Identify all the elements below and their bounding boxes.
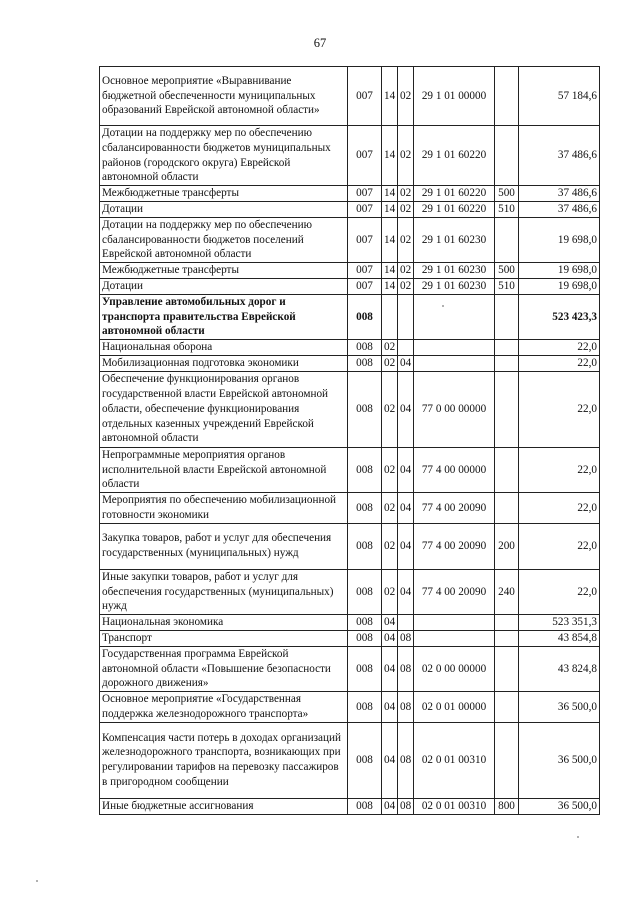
expense-type-code: 500	[495, 263, 519, 279]
ministry-code: 008	[348, 646, 382, 691]
subsection-code: 08	[398, 630, 414, 646]
row-name: Мобилизационная подготовка экономики	[100, 355, 348, 371]
ministry-code: 008	[348, 371, 382, 447]
row-name: Непрограммные мероприятия органов исполнительной власти Еврейской автономной области	[100, 447, 348, 492]
ministry-code: 008	[348, 692, 382, 723]
amount: 37 486,6	[519, 186, 600, 202]
section-code: 02	[382, 523, 398, 569]
section-code: 04	[382, 630, 398, 646]
target-article-code: 77 4 00 20090	[414, 493, 495, 524]
table-row	[100, 493, 600, 524]
section-code: 04	[382, 646, 398, 691]
row-name: Межбюджетные трансферты	[100, 186, 348, 202]
subsection-code: 04	[398, 569, 414, 614]
expense-type-code	[495, 67, 519, 126]
amount: 37 486,6	[519, 126, 600, 186]
subsection-code: 04	[398, 371, 414, 447]
target-article-code	[414, 355, 495, 371]
expense-type-code	[495, 371, 519, 447]
table-row	[100, 447, 600, 492]
ministry-code: 007	[348, 217, 382, 262]
target-article-code: 29 1 01 60220	[414, 186, 495, 202]
amount: 43 854,8	[519, 630, 600, 646]
ministry-code: 008	[348, 523, 382, 569]
expense-type-code: 510	[495, 201, 519, 217]
table-row	[100, 67, 600, 126]
section-code: 02	[382, 340, 398, 356]
table-row	[100, 186, 600, 202]
row-name: Основное мероприятие «Государственная поддержка железнодорожного транспорта»	[100, 692, 348, 723]
ministry-code: 008	[348, 630, 382, 646]
row-name: Дотации	[100, 201, 348, 217]
ministry-code: 008	[348, 294, 382, 339]
row-name: Компенсация части потерь в доходах организаций железнодорожного транспорта, возникающих при регулировании тарифов на перевозку пассажиров в пригородном сообщении	[100, 722, 348, 798]
row-name: Управление автомобильных дорог и транспорта правительства Еврейской автономной области	[100, 294, 348, 339]
target-article-code: 77 4 00 00000	[414, 447, 495, 492]
expense-type-code	[495, 340, 519, 356]
expense-type-code	[495, 126, 519, 186]
target-article-code: 29 1 01 00000	[414, 67, 495, 126]
ministry-code: 008	[348, 798, 382, 814]
section-code: 02	[382, 493, 398, 524]
section-code: 02	[382, 447, 398, 492]
section-code: 14	[382, 67, 398, 126]
expense-type-code	[495, 217, 519, 262]
table-row	[100, 278, 600, 294]
scan-speck	[442, 305, 444, 307]
amount: 22,0	[519, 569, 600, 614]
expense-type-code: 510	[495, 278, 519, 294]
subsection-code: 02	[398, 126, 414, 186]
expense-type-code	[495, 355, 519, 371]
target-article-code: 77 4 00 20090	[414, 523, 495, 569]
table-row	[100, 294, 600, 339]
amount: 36 500,0	[519, 798, 600, 814]
target-article-code: 29 1 01 60230	[414, 278, 495, 294]
ministry-code: 007	[348, 126, 382, 186]
target-article-code: 29 1 01 60220	[414, 126, 495, 186]
expense-type-code: 240	[495, 569, 519, 614]
target-article-code: 29 1 01 60230	[414, 217, 495, 262]
amount: 22,0	[519, 493, 600, 524]
subsection-code: 08	[398, 646, 414, 691]
section-code: 04	[382, 692, 398, 723]
section-code: 14	[382, 126, 398, 186]
table-row	[100, 630, 600, 646]
expense-type-code	[495, 447, 519, 492]
ministry-code: 008	[348, 447, 382, 492]
section-code: 14	[382, 217, 398, 262]
amount: 22,0	[519, 355, 600, 371]
subsection-code	[398, 615, 414, 631]
amount: 43 824,8	[519, 646, 600, 691]
expense-type-code	[495, 722, 519, 798]
expense-type-code	[495, 692, 519, 723]
target-article-code	[414, 630, 495, 646]
section-code: 04	[382, 798, 398, 814]
table-row	[100, 126, 600, 186]
amount: 36 500,0	[519, 722, 600, 798]
amount: 22,0	[519, 371, 600, 447]
subsection-code: 02	[398, 67, 414, 126]
amount: 22,0	[519, 523, 600, 569]
section-code: 14	[382, 186, 398, 202]
ministry-code: 007	[348, 263, 382, 279]
expense-type-code: 800	[495, 798, 519, 814]
page-number: 67	[313, 36, 327, 50]
expense-type-code: 200	[495, 523, 519, 569]
section-code: 04	[382, 615, 398, 631]
row-name: Национальная экономика	[100, 615, 348, 631]
section-code: 02	[382, 371, 398, 447]
table-row	[100, 355, 600, 371]
row-name: Транспорт	[100, 630, 348, 646]
amount: 19 698,0	[519, 278, 600, 294]
expense-type-code	[495, 646, 519, 691]
subsection-code: 08	[398, 722, 414, 798]
row-name: Дотации на поддержку мер по обеспечению сбалансированности бюджетов муниципальных районов (городского округа) Еврейской автономной области	[100, 126, 348, 186]
table-row	[100, 201, 600, 217]
scan-speck	[577, 836, 579, 838]
row-name: Основное мероприятие «Выравнивание бюджетной обеспеченности муниципальных образований Еврейской автономной области»	[100, 67, 348, 126]
expense-type-code	[495, 615, 519, 631]
row-name: Иные бюджетные ассигнования	[100, 798, 348, 814]
expense-type-code: 500	[495, 186, 519, 202]
ministry-code: 008	[348, 355, 382, 371]
ministry-code: 007	[348, 201, 382, 217]
table-row	[100, 722, 600, 798]
table-row	[100, 692, 600, 723]
target-article-code	[414, 294, 495, 339]
ministry-code: 007	[348, 186, 382, 202]
subsection-code: 08	[398, 692, 414, 723]
subsection-code: 02	[398, 201, 414, 217]
section-code: 02	[382, 569, 398, 614]
target-article-code: 02 0 01 00000	[414, 692, 495, 723]
row-name: Мероприятия по обеспечению мобилизационной готовности экономики	[100, 493, 348, 524]
subsection-code: 04	[398, 523, 414, 569]
expense-type-code	[495, 630, 519, 646]
row-name: Обеспечение функционирования органов государственной власти Еврейской автономной области, обеспечение функционирования отдельных казенных учреждений Еврейской автономной области	[100, 371, 348, 447]
table-row	[100, 340, 600, 356]
scan-speck	[36, 880, 38, 882]
target-article-code: 29 1 01 60220	[414, 201, 495, 217]
subsection-code: 04	[398, 493, 414, 524]
ministry-code: 008	[348, 569, 382, 614]
table-row	[100, 615, 600, 631]
row-name: Иные закупки товаров, работ и услуг для обеспечения государственных (муниципальных) нужд	[100, 569, 348, 614]
target-article-code: 29 1 01 60230	[414, 263, 495, 279]
expense-type-code	[495, 493, 519, 524]
row-name: Дотации	[100, 278, 348, 294]
table-row	[100, 569, 600, 614]
row-name: Закупка товаров, работ и услуг для обеспечения государственных (муниципальных) нужд	[100, 523, 348, 569]
ministry-code: 008	[348, 493, 382, 524]
target-article-code: 77 4 00 20090	[414, 569, 495, 614]
target-article-code: 02 0 00 00000	[414, 646, 495, 691]
subsection-code: 02	[398, 278, 414, 294]
amount: 19 698,0	[519, 263, 600, 279]
amount: 36 500,0	[519, 692, 600, 723]
ministry-code: 008	[348, 340, 382, 356]
section-code: 04	[382, 722, 398, 798]
subsection-code: 02	[398, 186, 414, 202]
subsection-code: 08	[398, 798, 414, 814]
row-name: Государственная программа Еврейской автономной области «Повышение безопасности дорожного движения»	[100, 646, 348, 691]
target-article-code: 02 0 01 00310	[414, 722, 495, 798]
subsection-code: 02	[398, 217, 414, 262]
budget-table	[99, 66, 600, 815]
ministry-code: 008	[348, 722, 382, 798]
row-name: Национальная оборона	[100, 340, 348, 356]
section-code: 02	[382, 355, 398, 371]
row-name: Дотации на поддержку мер по обеспечению сбалансированности бюджетов поселений Еврейской автономной области	[100, 217, 348, 262]
table-row	[100, 263, 600, 279]
table-row	[100, 371, 600, 447]
target-article-code	[414, 340, 495, 356]
section-code: 14	[382, 278, 398, 294]
amount: 37 486,6	[519, 201, 600, 217]
amount: 19 698,0	[519, 217, 600, 262]
amount: 22,0	[519, 447, 600, 492]
subsection-code: 04	[398, 447, 414, 492]
amount: 22,0	[519, 340, 600, 356]
table-row	[100, 798, 600, 814]
target-article-code	[414, 615, 495, 631]
subsection-code	[398, 294, 414, 339]
section-code: 14	[382, 201, 398, 217]
expense-type-code	[495, 294, 519, 339]
ministry-code: 007	[348, 278, 382, 294]
amount: 523 423,3	[519, 294, 600, 339]
ministry-code: 007	[348, 67, 382, 126]
subsection-code: 04	[398, 355, 414, 371]
subsection-code: 02	[398, 263, 414, 279]
target-article-code: 02 0 01 00310	[414, 798, 495, 814]
amount: 523 351,3	[519, 615, 600, 631]
table-row	[100, 646, 600, 691]
section-code: 14	[382, 263, 398, 279]
amount: 57 184,6	[519, 67, 600, 126]
target-article-code: 77 0 00 00000	[414, 371, 495, 447]
ministry-code: 008	[348, 615, 382, 631]
table-row	[100, 523, 600, 569]
row-name: Межбюджетные трансферты	[100, 263, 348, 279]
table-row	[100, 217, 600, 262]
subsection-code	[398, 340, 414, 356]
section-code	[382, 294, 398, 339]
